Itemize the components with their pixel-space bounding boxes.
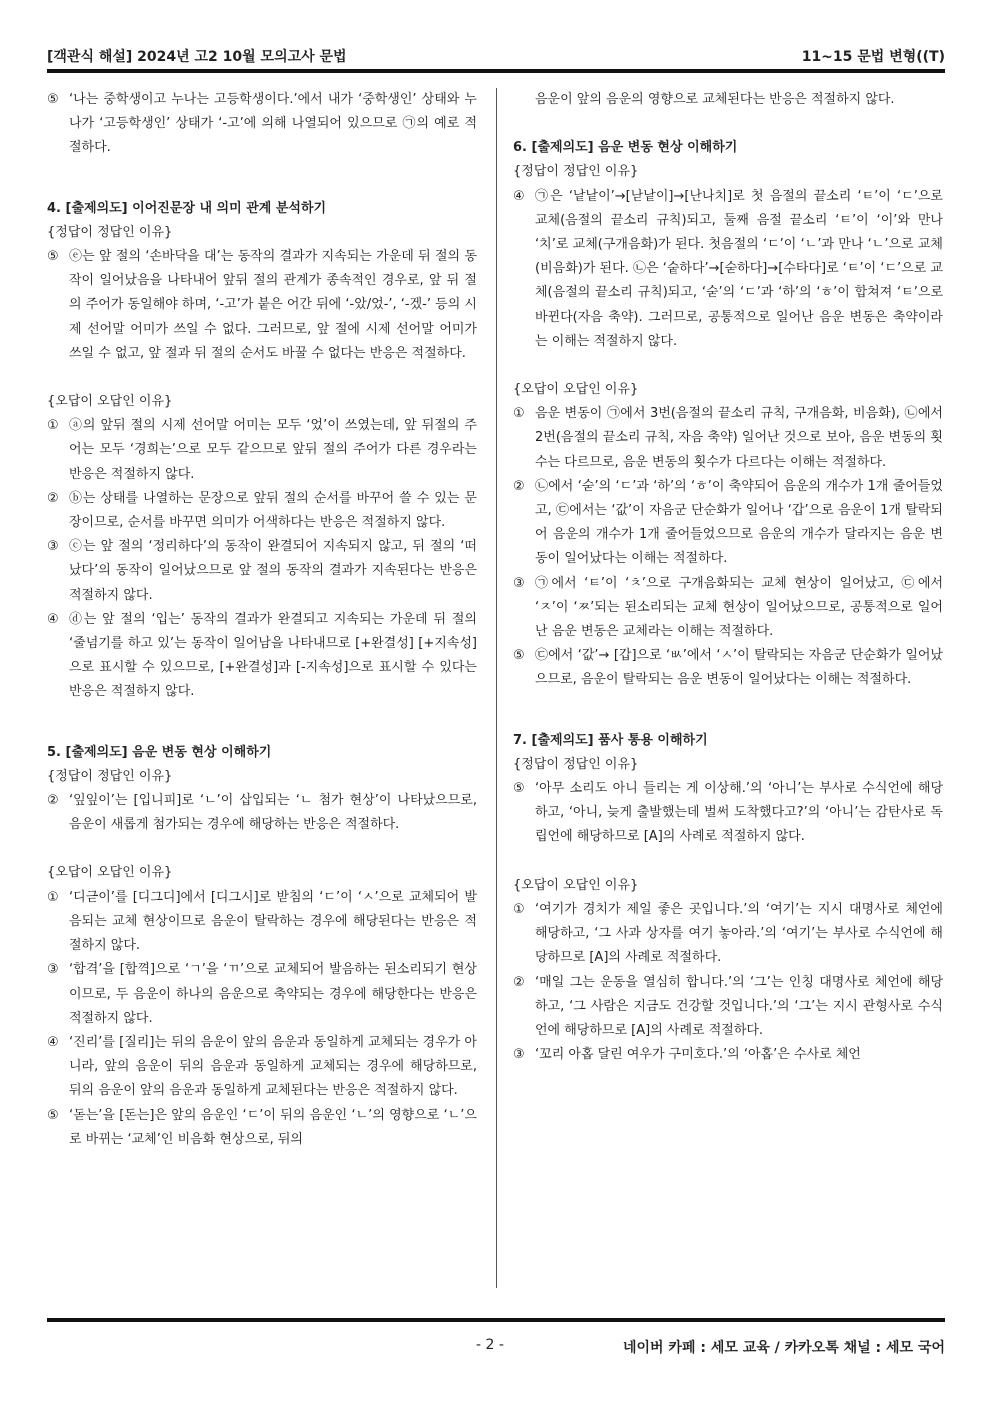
q6-correct-label: {정답이 정답인 이유} (513, 164, 639, 180)
item-number: ④ (47, 1034, 59, 1050)
list-item (513, 402, 943, 475)
list-item (47, 1031, 477, 1104)
item-number: ③ (47, 539, 59, 555)
item-number: ③ (513, 1047, 525, 1063)
q7-correct-label: {정답이 정답인 이유} (513, 756, 639, 772)
item-number: ③ (513, 575, 525, 591)
list-item (47, 886, 477, 959)
header-section: 11~15 문법 변형((T) (801, 49, 945, 65)
item-number: ④ (513, 188, 525, 204)
list-item (513, 185, 943, 354)
list-item (47, 789, 477, 837)
item-number: ④ (47, 611, 59, 627)
q4-title: 4. [출제의도] 이어진문장 내 의미 관계 분석하기 (47, 200, 327, 216)
item-number: ② (513, 974, 525, 990)
item-number: ⑤ (513, 781, 525, 797)
item-text: ‘합격’을 [합껵]으로 ‘ㄱ’을 ‘ㄲ’으로 교체되어 발음하는 된소리되기 현상이므로, 두 음운이 하나의 음운으로 축약되는 경우에 해당한다는 반응은 적절하지 않다. (69, 962, 477, 1026)
q4-correct-label: {정답이 정답인 이유} (47, 224, 173, 240)
item-text: ‘아무 소리도 아니 들리는 게 이상해.’의 ‘아니’는 부사로 수식언에 해당하고, ‘아니, 늦게 출발했는데 벌써 도착했다고?’의 ‘아니’는 감탄사로 독립언에 해당하므로 [A]의 사례로 적절하지 않다. (535, 781, 943, 845)
page-number: - 2 - (476, 1337, 504, 1353)
list-item (47, 1104, 477, 1152)
item-text: ‘디귿이’를 [디그디]에서 [디그시]로 받침의 ‘ㄷ’이 ‘ㅅ’으로 교체되어 발음되는 교체 현상이므로 음운이 탈락하는 경우에 해당된다는 반응은 적절하지 않다. (69, 889, 477, 954)
list-item (513, 1043, 943, 1067)
item-text: ⓓ는 앞 절의 ‘입는’ 동작의 결과가 완결되고 지속되는 가운데 뒤 절의 ‘줄넘기를 하고 있’는 동작이 일어남을 나타내므로 [+완결성] [+지속성]으로 표시할 수 있으므로, [+완결성]과 [-지속성]으로 표시할 수 있다는 반응은 적절하지 않다. (69, 611, 477, 700)
item-text: ‘잎잎이’는 [입니피]로 ‘ㄴ’이 삽입되는 ‘ㄴ 첨가 현상’이 나타났으므로, 음운이 새롭게 첨가되는 경우에 해당하는 반응은 적절하다. (69, 793, 477, 833)
list-item (513, 898, 943, 971)
item-text: ‘진리’를 [질리]는 뒤의 음운이 앞의 음운과 동일하게 교체되는 경우가 아니라, 앞의 음운이 뒤의 음운과 동일하게 교체되는 경우에 해당하므로, 뒤의 음운이 앞의 음운과 동일하게 교체된다는 반응은 적절하지 않다. (69, 1034, 477, 1099)
list-item (513, 572, 943, 645)
item-text: 음운이 앞의 음운의 영향으로 교체된다는 반응은 적절하지 않다. (535, 92, 895, 107)
item-text: ‘나는 중학생이고 누나는 고등학생이다.’에서 내가 ‘중학생인’ 상태와 누나가 ‘고등학생인’ 상태가 ‘-고’에 의해 나열되어 있으므로 ㉠의 예로 적절하다. (69, 92, 477, 156)
item-text: ㉠에서 ‘ㅌ’이 ‘ㅊ’으로 구개음화되는 교체 현상이 일어났고, ㉢에서 ‘ㅈ’이 ‘ㅉ’되는 된소리되는 교체 현상이 일어났으므로, 공통적으로 일어난 음운 변동은 교체라는 이해는 적절하다. (535, 575, 943, 640)
left-column (47, 88, 477, 1152)
q5-wrong-label: {오답이 오답인 이유} (47, 865, 173, 881)
item-number: ② (513, 478, 525, 494)
list-item (47, 487, 477, 535)
list-item (513, 475, 943, 572)
continued-text (513, 88, 943, 112)
item-text: ⓑ는 상태를 나열하는 문장으로 앞뒤 절의 순서를 바꾸어 쓸 수 있는 문장이므로, 순서를 바꾸면 의미가 어색하다는 반응은 적절하지 않다. (69, 490, 477, 531)
item-text: 음운 변동이 ㉠에서 3번(음절의 끝소리 규칙, 구개음화, 비음화), ㉡에서 2번(음절의 끝소리 규칙, 자음 축약) 일어난 것으로 보아, 음운 변동의 횟수는 다르므로, 음운 변동의 횟수가 다르다는 이해는 적절하다. (535, 406, 943, 470)
item-number: ① (513, 901, 525, 917)
item-number: ① (513, 406, 525, 422)
list-item (47, 414, 477, 487)
item-number: ⑤ (47, 92, 59, 107)
item-number: ① (47, 889, 59, 905)
list-item (47, 535, 477, 608)
item-text: ㉢에서 ‘값’→ [갑]으로 ‘ㅄ’에서 ‘ㅅ’이 탈락되는 자음군 단순화가 일어났으므로, 음운이 탈락되는 음운 변동이 일어났다는 이해는 적절하다. (535, 648, 943, 688)
item-number: ① (47, 418, 59, 434)
list-item (47, 608, 477, 705)
item-text: ⓐ의 앞뒤 절의 시제 선어말 어미는 모두 ‘었’이 쓰였는데, 앞 뒤절의 주어는 모두 ‘경희는’으로 모두 같으므로 앞뒤 절의 주어가 다른 경우라는 반응은 적절하지 않다. (69, 418, 477, 482)
item-number: ⑤ (513, 648, 525, 664)
right-column (513, 88, 943, 1067)
q5-correct-label: {정답이 정답인 이유} (47, 768, 173, 784)
list-item (513, 971, 943, 1044)
footer-channel: 네이버 카페 : 세모 교육 / 카카오톡 채널 : 세모 국어 (622, 1340, 945, 1356)
column-divider (496, 88, 497, 1288)
list-item (513, 644, 943, 692)
header-title: [객관식 해설] 2024년 고2 10월 모의고사 문법 (47, 49, 347, 65)
q6-title: 6. [출제의도] 음운 변동 현상 이해하기 (513, 140, 738, 156)
top-rule (47, 69, 945, 73)
q6-wrong-label: {오답이 오답인 이유} (513, 382, 639, 398)
item-text: ⓒ는 앞 절의 ‘정리하다’의 동작이 완결되어 지속되지 않고, 뒤 절의 ‘떠났다’의 동작이 일어났으므로 앞 절의 동작의 결과가 지속된다는 반응은 적절하지 않다. (69, 539, 477, 603)
list-item (47, 245, 477, 366)
q5-title: 5. [출제의도] 음운 변동 현상 이해하기 (47, 744, 272, 760)
list-item (47, 88, 477, 161)
item-number: ② (47, 490, 59, 506)
item-number: ⑤ (47, 1107, 59, 1123)
item-number: ② (47, 793, 59, 809)
item-text: ‘꼬리 아홉 달린 여우가 구미호다.’의 ‘아홉’은 수사로 체언 (535, 1047, 861, 1063)
item-number: ③ (47, 962, 59, 978)
item-text: ㉡에서 ‘숟’의 ‘ㄷ’과 ‘하’의 ‘ㅎ’이 축약되어 음운의 개수가 1개 줄어들었고, ㉢에서는 ‘값’이 자음군 단순화가 일어나 ‘갑’으로 음운이 1개 탈락되어 음운의 개수가 1개 줄어들었으므로 음운의 개수가 달라지는 음운 변동이 일어났다는 이해는 적절하다. (535, 478, 943, 567)
page-header (47, 40, 945, 70)
item-text: ‘여기가 경치가 제일 좋은 곳입니다.’의 ‘여기’는 지시 대명사로 체언에 해당하고, ‘그 사과 상자를 여기 놓아라.’의 ‘여기’는 부사로 수식언에 해당하므로 [A]의 사례로 적절하다. (535, 901, 943, 966)
bottom-rule (47, 1318, 945, 1322)
q7-wrong-label: {오답이 오답인 이유} (513, 877, 639, 893)
item-text: ‘매일 그는 운동을 열심히 합니다.’의 ‘그’는 인칭 대명사로 체언에 해당하고, ‘그 사람은 지금도 건강할 것입니다.’의 ‘그’는 지시 관형사로 수식언에 해당하므로 [A]의 사례로 적절하다. (535, 974, 943, 1038)
item-text: ⓔ는 앞 절의 ‘손바닥을 대’는 동작의 결과가 지속되는 가운데 뒤 절의 동작이 일어났음을 나타내어 앞뒤 절의 관계가 종속적인 경우로, 앞 뒤 절의 주어가 동일해야 하며, ‘-고’가 붙은 어간 뒤에 ‘-았/었-’, ‘-겠-’ 등의 시제 선어말 어미가 쓰일 수 없다. 그러므로, 앞 절에 시제 선어말 어미가 쓰일 수 없고, 앞 절과 뒤 절의 순서도 바꿀 수 없다는 반응은 적절하다. (69, 249, 477, 361)
q4-wrong-label: {오답이 오답인 이유} (47, 394, 173, 410)
item-number: ⑤ (47, 249, 59, 265)
list-item (513, 777, 943, 850)
list-item (47, 958, 477, 1031)
item-text: ‘돋는’을 [돈는]은 앞의 음운인 ‘ㄷ’이 뒤의 음운인 ‘ㄴ’의 영향으로 ‘ㄴ’으로 바뀌는 ‘교체’인 비음화 현상으로, 뒤의 (69, 1107, 477, 1147)
item-text: ㉠은 ‘낱낱이’→[낟낱이]→[난나치]로 첫 음절의 끝소리 ‘ㅌ’이 ‘ㄷ’으로 교체(음절의 끝소리 규칙)되고, 둘째 음절 끝소리 ‘ㅌ’이 ‘이’와 만나 ‘치’로 교체(구개음화)가 된다. 첫음절의 ‘ㄷ’이 ‘ㄴ’과 만나 ‘ㄴ’으로 교체(비음화)가 된다. ㉡은 ‘숱하다’→[숟하다]→[수타다]로 ‘ㅌ’이 ‘ㄷ’으로 교체(음절의 끝소리 규칙)되고, ‘숟’의 ‘ㄷ’과 ‘하’의 ‘ㅎ’이 합쳐져 ‘ㅌ’으로 바뀐다(자음 축약). 그러므로, 공통적으로 일어난 음운 변동은 축약이라는 이해는 적절하지 않다. (535, 188, 943, 349)
q7-title: 7. [출제의도] 품사 통용 이해하기 (513, 732, 708, 748)
